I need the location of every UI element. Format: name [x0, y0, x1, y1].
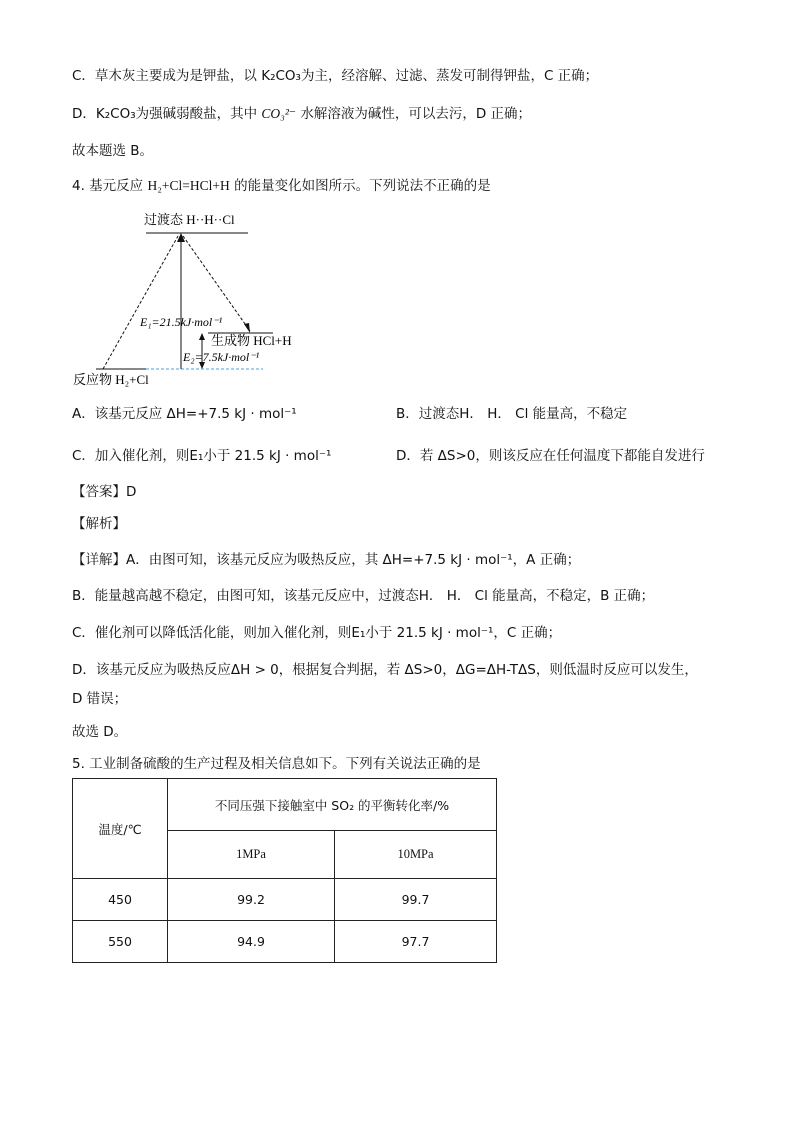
question-5-stem: 5. 工业制备硫酸的生产过程及相关信息如下。下列有关说法正确的是 — [72, 756, 481, 772]
table-cell-1mpa: 94.9 — [168, 921, 335, 963]
carbonate-ion: CO₃²⁻ — [261, 106, 297, 121]
table-cell-1mpa: 99.2 — [168, 879, 335, 921]
question-text: 的能量变化如图所示。下列说法不正确的是 — [234, 178, 491, 194]
path-arrowhead — [244, 323, 250, 333]
reactant-label: 反应物 H₂+Cl — [73, 372, 149, 387]
option-a: A．该基元反应 ΔH=+7.5 kJ · mol⁻¹ — [72, 406, 297, 422]
question-4-stem — [72, 176, 491, 196]
e1-label: E₁=21.5kJ·mol⁻¹ — [140, 315, 223, 329]
product-label: 生成物 HCl+H — [211, 333, 292, 348]
temp-header: 温度/℃ — [73, 779, 168, 879]
text-line-option-d-prev — [72, 104, 531, 124]
pressure-10mpa: 10MPa — [335, 831, 497, 879]
explanation-c: C．催化剂可以降低活化能，则加入催化剂，则E₁小于 21.5 kJ · mol⁻¹，C 正确； — [72, 625, 562, 641]
text-line-option-c-prev: C．草木灰主要成为是钾盐，以 K₂CO₃为主，经溶解、过滤、蒸发可制得钾盐，C 正确； — [72, 68, 599, 84]
analysis-label: 【解析】 — [72, 516, 126, 532]
explanation-conclusion: 故选 D。 — [72, 724, 128, 740]
table-row — [73, 921, 497, 963]
explanation-a: 【详解】A．由图可知，该基元反应为吸热反应，其 ΔH=+7.5 kJ · mol⁻¹，A 正确； — [72, 552, 581, 568]
energy-diagram — [68, 204, 318, 389]
text-segment: 水解溶液为碱性，可以去污，D 正确； — [300, 106, 532, 122]
transition-label: 过渡态 H··H··Cl — [144, 212, 235, 227]
option-b: B．过渡态H． H． Cl 能量高，不稳定 — [396, 406, 628, 422]
pressure-1mpa: 1MPa — [168, 831, 335, 879]
answer-label: 【答案】D — [72, 484, 137, 500]
conversion-table — [72, 778, 497, 963]
table-cell-10mpa: 97.7 — [335, 921, 497, 963]
explanation-d-line1: D．该基元反应为吸热反应ΔH > 0，根据复合判据，若 ΔS>0，ΔG=ΔH-TΔS，则低温时反应可以发生， — [72, 662, 698, 678]
option-c: C．加入催化剂，则E₁小于 21.5 kJ · mol⁻¹ — [72, 448, 332, 464]
explanation-b: B．能量越高越不稳定，由图可知，该基元反应中，过渡态H． H． Cl 能量高，不稳定，B 正确； — [72, 588, 655, 604]
table-cell-10mpa: 99.7 — [335, 879, 497, 921]
question-number: 4. 基元反应 — [72, 178, 144, 194]
table-cell-temp: 550 — [73, 921, 168, 963]
e2-arrowhead-up — [199, 333, 205, 340]
group-header: 不同压强下接触室中 SO₂ 的平衡转化率/% — [168, 779, 497, 831]
reaction-path-up — [103, 236, 178, 369]
e2-label: E₂=7.5kJ·mol⁻¹ — [183, 350, 260, 364]
text-line-conclusion-prev: 故本题选 B。 — [72, 143, 154, 159]
text-segment: D．K₂CO₃为强碱弱酸盐，其中 — [72, 106, 258, 122]
table-cell-temp: 450 — [73, 879, 168, 921]
option-d: D．若 ΔS>0，则该反应在任何温度下都能自发进行 — [396, 448, 705, 464]
table-row — [73, 879, 497, 921]
reaction-equation: H₂+Cl=HCl+H — [147, 178, 230, 193]
explanation-d-line2: D 错误； — [72, 691, 128, 707]
